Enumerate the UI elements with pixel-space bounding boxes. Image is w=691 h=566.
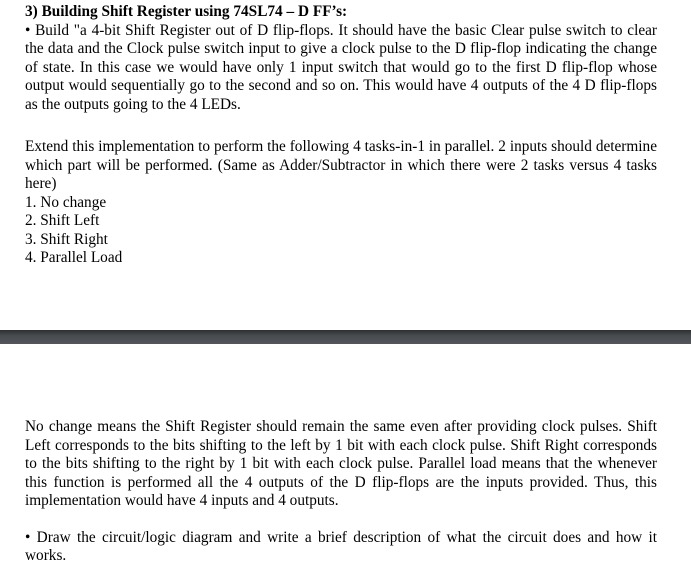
section-title: 3) Building Shift Register using 74SL74 – D FF’s:	[25, 3, 348, 20]
task-list	[25, 194, 657, 268]
list-item: 1. No change	[25, 193, 107, 211]
diagram-instructions: • Draw the circuit/logic diagram and write a brief description of what the circuit does and how it works.	[25, 528, 657, 564]
section-description	[25, 418, 657, 566]
list-item: 2. Shift Left	[25, 212, 100, 229]
page-break-divider	[0, 330, 691, 344]
build-instructions: • Build "a 4-bit Shift Register out of D flip-flops. It should have the basic Clear pulse switch to clear the data and the Clock pulse switch input to give a clock pulse to the D flip-flop indicating the change of state. In this case we would have only 1 input switch that would go to the first D flip-flop whose output would sequentially go to the second and so on. This would have 4 outputs of the 4 D flip-flops as the outputs going to the 4 LEDs.	[25, 21, 657, 113]
section-extension	[25, 138, 657, 268]
task-description: No change means the Shift Register should remain the same even after providing clock pulses. Shift Left corresponds to the bits shifting to the left by 1 bit with each clock pulse. Shift Right corresponds to the bits shifting to the right by 1 bit with each clock pulse. Parallel load means that the whenever this function is performed all the 4 outputs of the D flip-flops are the inputs provided. Thus, this implementation would have 4 inputs and 4 outputs.	[25, 418, 657, 509]
list-item: 4. Parallel Load	[25, 249, 123, 266]
section-shift-register	[25, 3, 657, 114]
extension-intro: Extend this implementation to perform the following 4 tasks-in-1 in parallel. 2 inputs should determine which part will be performed. (Same as Adder/Subtractor in which there were 2 tasks versus 4 tasks here)	[25, 138, 657, 192]
list-item: 3. Shift Right	[25, 230, 108, 248]
